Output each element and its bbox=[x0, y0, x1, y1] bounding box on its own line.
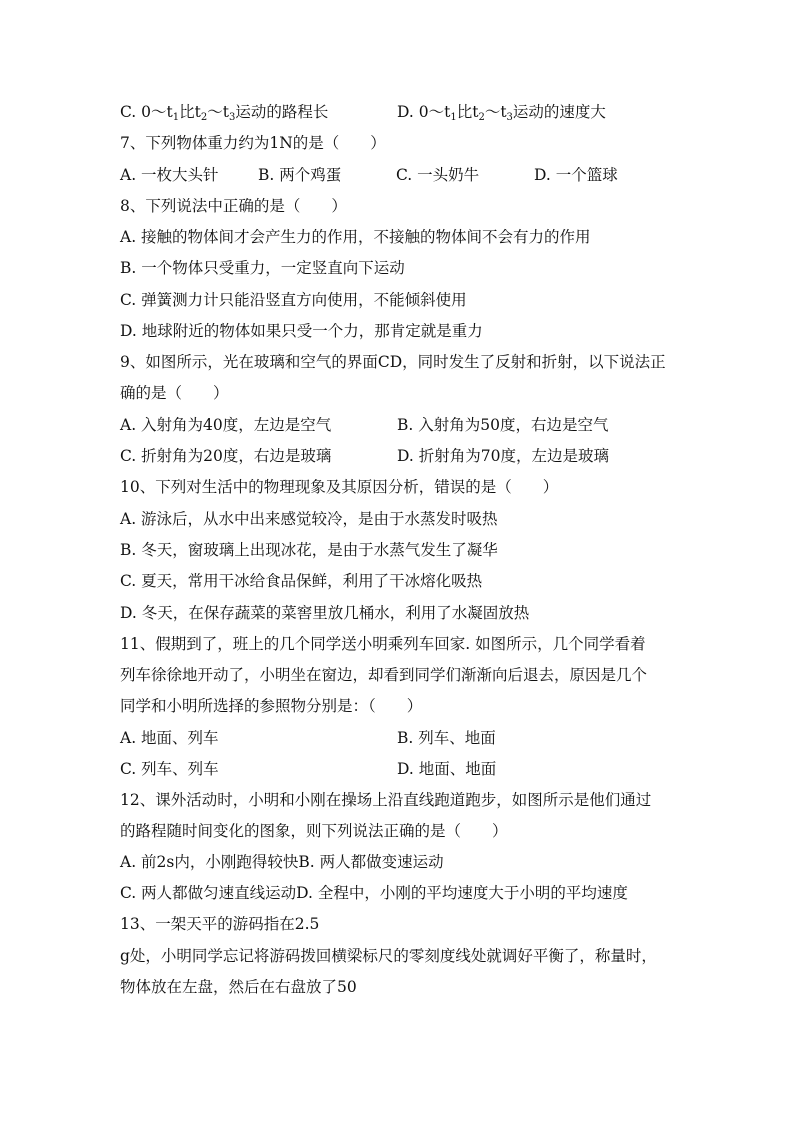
q7-option-b: B. 两个鸡蛋 bbox=[258, 166, 342, 184]
q11-stem-line-3: 同学和小明所选择的参照物分别是：（ ） bbox=[120, 697, 423, 715]
q11-option-b: B. 列车、地面 bbox=[397, 729, 496, 747]
q9-option-b: B. 入射角为50度，右边是空气 bbox=[397, 416, 609, 434]
q10-option-d: D. 冬天，在保存蔬菜的菜窖里放几桶水，利用了水凝固放热 bbox=[120, 604, 530, 622]
q7-option-d: D. 一个篮球 bbox=[534, 166, 618, 184]
q7-stem: 7、下列物体重力约为1N的是（ ） bbox=[120, 134, 386, 152]
q11-stem-line-2: 列车徐徐地开动了，小明坐在窗边，却看到同学们渐渐向后退去，原因是几个 bbox=[120, 666, 648, 684]
q9-stem-line-1: 9、如图所示，光在玻璃和空气的界面CD，同时发生了反射和折射，以下说法正 bbox=[120, 353, 666, 371]
q8-option-a: A. 接触的物体间才会产生力的作用，不接触的物体间不会有力的作用 bbox=[120, 228, 591, 246]
q6-option-c: C. $0\sim t_1$比$t_2\sim t_3$运动的路程长 bbox=[120, 103, 329, 123]
q10-option-b: B. 冬天，窗玻璃上出现冰花，是由于水蒸气发生了凝华 bbox=[120, 541, 498, 559]
q13-stem-line-1: 13、一架天平的游码指在2.5 bbox=[120, 915, 320, 933]
q9-option-d: D. 折射角为70度，左边是玻璃 bbox=[397, 447, 609, 465]
q8-option-d: D. 地球附近的物体如果只受一个力，那肯定就是重力 bbox=[120, 322, 483, 340]
q12-options-cd: C. 两人都做匀速直线运动D. 全程中，小刚的平均速度大于小明的平均速度 bbox=[120, 884, 628, 902]
q12-options-ab: A. 前2s内，小刚跑得较快B. 两人都做变速运动 bbox=[120, 853, 444, 871]
q8-stem: 8、下列说法中正确的是（ ） bbox=[120, 197, 347, 215]
q10-option-c: C. 夏天，常用干冰给食品保鲜，利用了干冰熔化吸热 bbox=[120, 572, 483, 590]
q7-option-a: A. 一枚大头针 bbox=[120, 166, 219, 184]
q7-option-c: C. 一头奶牛 bbox=[396, 166, 480, 184]
q10-stem: 10、下列对生活中的物理现象及其原因分析，错误的是（ ） bbox=[120, 478, 559, 496]
q6-option-d: D. $0\sim t_1$比$t_2\sim t_3$运动的速度大 bbox=[397, 103, 606, 123]
q13-stem-line-2: g处，小明同学忘记将游码拨回横梁标尺的零刻度线处就调好平衡了，称量时， bbox=[120, 947, 657, 965]
q9-option-c: C. 折射角为20度，右边是玻璃 bbox=[120, 447, 332, 465]
q9-stem-line-2: 确的是（ ） bbox=[120, 384, 229, 402]
q8-option-b: B. 一个物体只受重力，一定竖直向下运动 bbox=[120, 259, 405, 277]
q12-stem-line-1: 12、课外活动时，小明和小刚在操场上沿直线跑道跑步，如图所示是他们通过 bbox=[120, 791, 652, 809]
q11-option-d: D. 地面、地面 bbox=[397, 760, 497, 778]
q10-option-a: A. 游泳后，从水中出来感觉较冷，是由于水蒸发时吸热 bbox=[120, 510, 498, 528]
q11-option-c: C. 列车、列车 bbox=[120, 760, 219, 778]
q12-stem-line-2: 的路程随时间变化的图象，则下列说法正确的是（ ） bbox=[120, 822, 508, 840]
q11-option-a: A. 地面、列车 bbox=[120, 729, 219, 747]
q9-option-a: A. 入射角为40度，左边是空气 bbox=[120, 416, 332, 434]
q8-option-c: C. 弹簧测力计只能沿竖直方向使用，不能倾斜使用 bbox=[120, 291, 467, 309]
q13-stem-line-3: 物体放在左盘，然后在右盘放了50 bbox=[120, 978, 357, 996]
q11-stem-line-1: 11、假期到了，班上的几个同学送小明乘列车回家. 如图所示，几个同学看着 bbox=[120, 635, 646, 653]
